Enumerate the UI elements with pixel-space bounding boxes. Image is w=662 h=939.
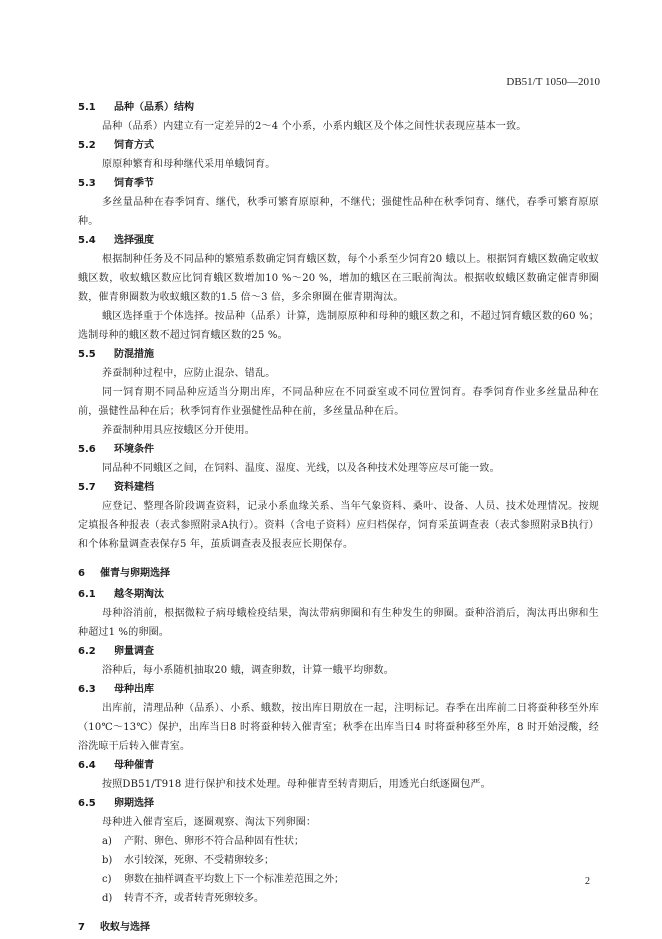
section-heading xyxy=(78,478,599,497)
section-heading xyxy=(78,794,599,813)
section-title: 品种（品系）结构 xyxy=(114,102,194,113)
section-title: 饲育季节 xyxy=(114,178,154,189)
list-text: 转青不齐，或者转青死卵较多。 xyxy=(124,893,264,904)
section-number: 6.5 xyxy=(78,798,96,809)
section-title: 母种出库 xyxy=(114,684,154,695)
section-number: 5.4 xyxy=(78,235,96,246)
section-heading xyxy=(78,98,599,117)
page-number: 2 xyxy=(585,876,590,887)
section-number: 5.1 xyxy=(78,102,96,113)
section-number: 5.2 xyxy=(78,140,96,151)
paragraph: 原原种繁育和母种继代采用单蛾饲育。 xyxy=(102,159,276,170)
section-heading xyxy=(78,345,599,364)
section-heading xyxy=(78,585,599,604)
paragraph: 应登记、整理各阶段调查资料，记录小系血缘关系、当年气象资料、桑叶、设备、人员、技术处理情况。按规定填报各种报表（表式参照附录A执行）。资料（含电子资料）应归档保存，饲育采茧调查表（表式参照附录B执行）和个体称量调查表保存5 年，茧质调查表及报表应长期保存。 xyxy=(78,501,599,550)
section-heading xyxy=(78,136,599,155)
list-marker: d) xyxy=(102,893,113,904)
section-title: 卵量调查 xyxy=(114,646,154,657)
list-item xyxy=(102,889,599,908)
chapter-heading xyxy=(78,918,599,937)
list-marker: c) xyxy=(102,874,112,885)
chapter-number: 7 xyxy=(78,922,85,933)
paragraph: 根据制种任务及不同品种的繁殖系数确定饲育蛾区数，每个小系至少饲育20 蛾以上。根据饲育蛾区数确定收蚁蛾区数，收蚁蛾区数应比饲育蛾区数增加10 %～20 %，增加的蛾区在三眠前淘汰。根据收蚁蛾区数确定催青卵圈数，催青卵圈数为收蚁蛾区数的1.5 倍～3 倍，多余卵圈在催青期淘汰。 xyxy=(78,254,599,303)
chapter-number: 6 xyxy=(78,568,85,579)
paragraph: 养蚕制种过程中，应防止混杂、错乱。 xyxy=(102,368,276,379)
list-item xyxy=(102,832,599,851)
paragraph: 同品种不同蛾区之间，在饲料、温度、湿度、光线，以及各种技术处理等应尽可能一致。 xyxy=(102,463,500,474)
section-title: 饲育方式 xyxy=(114,140,154,151)
section-title: 环境条件 xyxy=(114,444,154,455)
list-text: 产附、卵色、卵形不符合品种固有性状； xyxy=(124,836,304,847)
paragraph: 品种（品系）内建立有一定差异的2～4 个小系，小系内蛾区及个体之间性状表现应基本一致。 xyxy=(102,121,527,132)
section-heading xyxy=(78,440,599,459)
section-title: 母种催青 xyxy=(114,760,154,771)
list-text: 卵数在抽样调查平均数上下一个标准差范围之外； xyxy=(124,874,344,885)
section-title: 卵期选择 xyxy=(114,798,154,809)
paragraph: 蛾区选择重于个体选择。按品种（品系）计算，选制原原种和母种的蛾区数之和，不超过饲育蛾区数的60 %；选制母种的蛾区数不超过饲育蛾区数的25 %。 xyxy=(78,311,599,341)
paragraph: 出库前，清理品种（品系）、小系、蛾数，按出库日期放在一起，注明标记。春季在出库前二日将蚕种移至外库（10℃～13℃）保护，出库当日8 时将蚕种转入催青室；秋季在出库当日4 时将蚕种移至外库，8 时开始浸酸，经浴洗晾干后转入催青室。 xyxy=(78,703,599,752)
chapter-title: 收蚁与选择 xyxy=(100,922,150,933)
section-number: 6.4 xyxy=(78,760,96,771)
section-number: 5.6 xyxy=(78,444,96,455)
section-title: 越冬期淘汰 xyxy=(114,589,164,600)
section-heading xyxy=(78,231,599,250)
paragraph: 浴种后，每小系随机抽取20 蛾，调查卵数，计算一蛾平均卵数。 xyxy=(102,665,394,676)
section-number: 5.5 xyxy=(78,349,96,360)
list-marker: a) xyxy=(102,836,112,847)
section-number: 5.3 xyxy=(78,178,96,189)
section-heading xyxy=(78,642,599,661)
paragraph: 同一饲育期不同品种应适当分期出库，不同品种应在不同蚕室或不同位置饲育。春季饲育作业多丝量品种在前，强健性品种在后；秋季饲育作业强健性品种在前，多丝量品种在后。 xyxy=(78,387,599,417)
section-number: 6.3 xyxy=(78,684,96,695)
section-number: 6.2 xyxy=(78,646,96,657)
list-marker: b) xyxy=(102,855,113,866)
section-number: 6.1 xyxy=(78,589,96,600)
paragraph: 多丝量品种在春季饲育、继代，秋季可繁育原原种，不继代；强健性品种在秋季饲育、继代，春季可繁育原原种。 xyxy=(78,197,599,227)
chapter-title: 催青与卵期选择 xyxy=(100,568,170,579)
section-number: 5.7 xyxy=(78,482,96,493)
standard-code: DB51/T 1050—2010 xyxy=(506,76,600,88)
paragraph: 养蚕制种用具应按蛾区分开使用。 xyxy=(102,425,255,436)
list-item xyxy=(102,851,599,870)
paragraph: 母种进入催青室后，逐圈观察、淘汰下列卵圈： xyxy=(102,817,317,828)
section-title: 选择强度 xyxy=(114,235,154,246)
paragraph: 按照DB51/T918 进行保护和技术处理。母种催青至转青期后，用透光白纸逐圈包严。 xyxy=(102,779,491,790)
section-heading xyxy=(78,756,599,775)
chapter-heading xyxy=(78,564,599,583)
section-title: 资料建档 xyxy=(114,482,154,493)
section-heading xyxy=(78,680,599,699)
list-text: 水引较深，死卵、不受精卵较多； xyxy=(124,855,274,866)
section-title: 防混措施 xyxy=(114,349,154,360)
paragraph: 母种浴消前，根据微粒子病母蛾检疫结果，淘汰带病卵圈和有生种发生的卵圈。蚕种浴消后，淘汰再出卵和生种超过1 %的卵圈。 xyxy=(78,608,599,638)
section-heading xyxy=(78,174,599,193)
list-item xyxy=(102,870,599,889)
document-body xyxy=(78,98,599,939)
